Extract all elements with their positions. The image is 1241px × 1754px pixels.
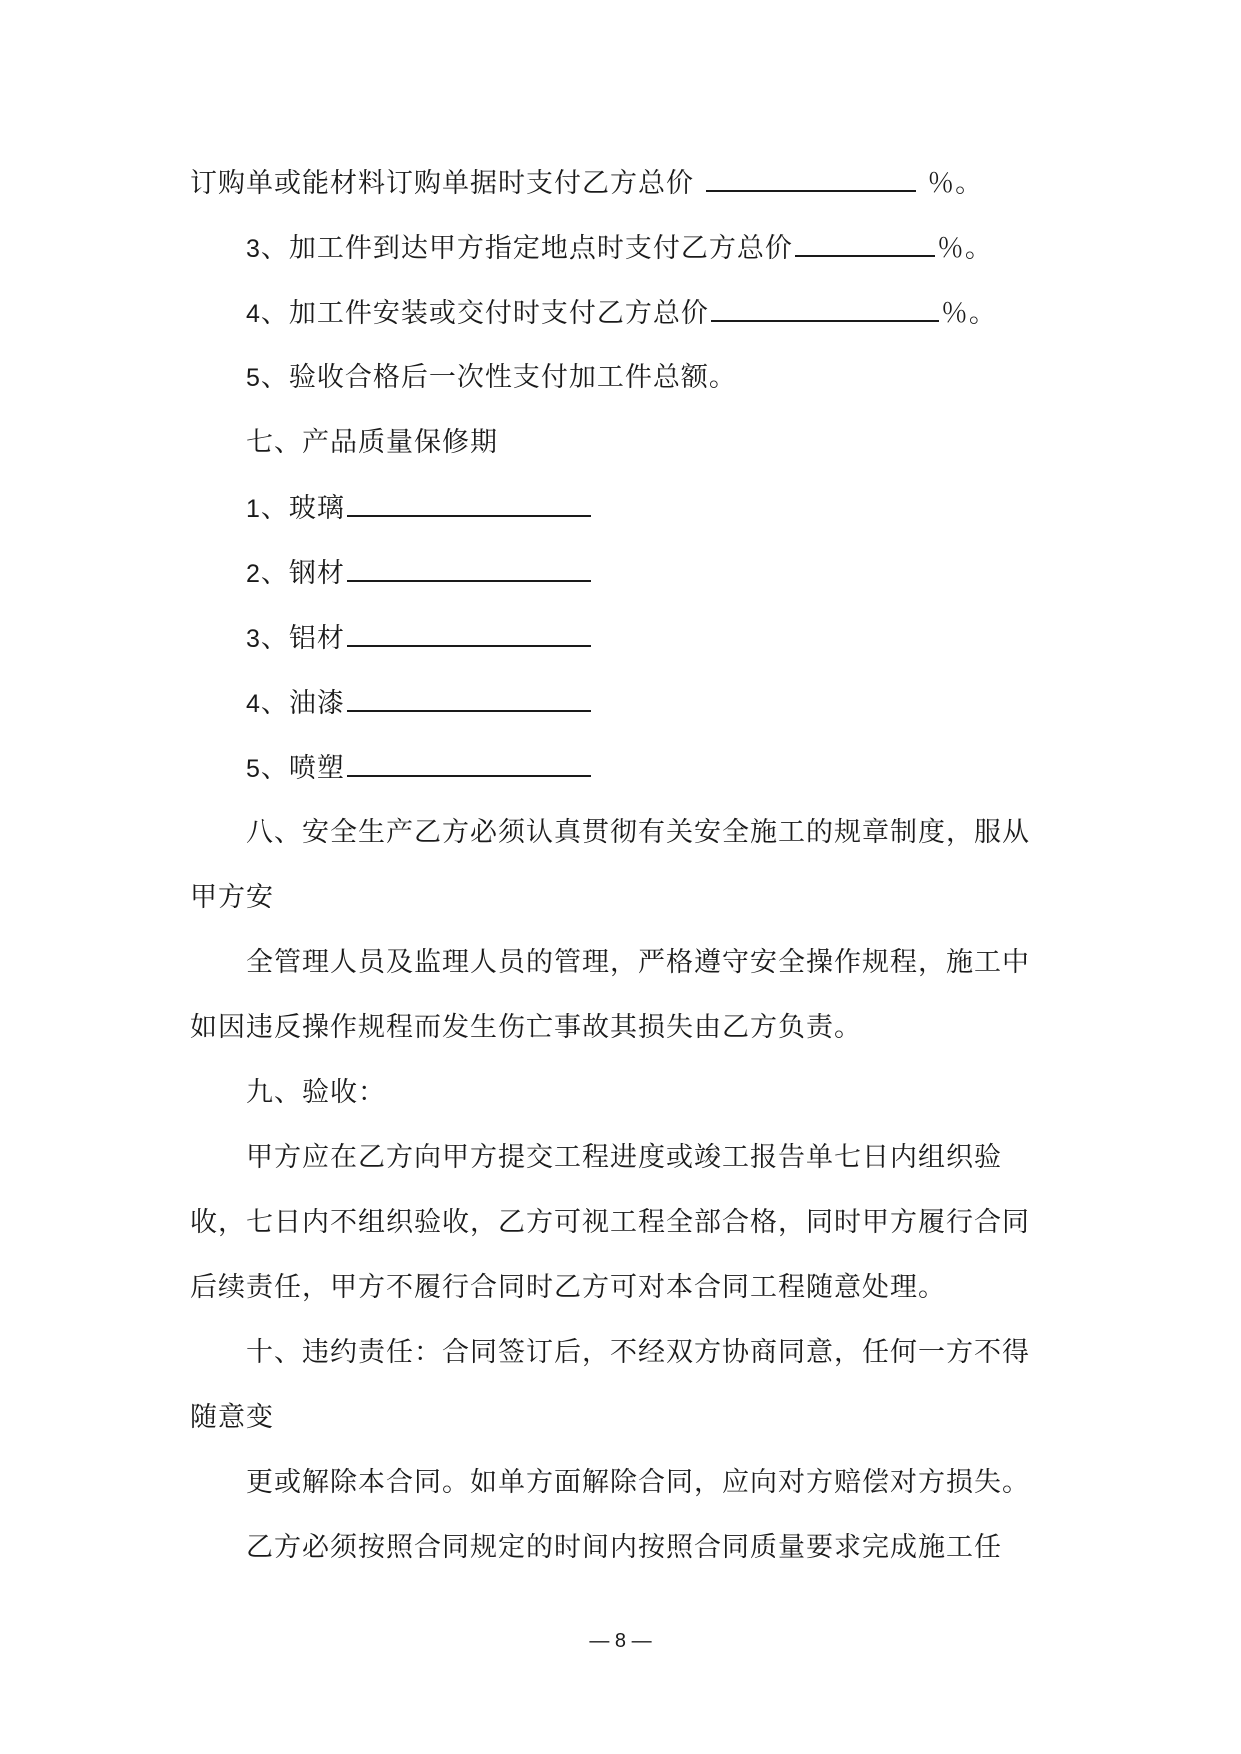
payment-clause-arrival: 3、加工件到达甲方指定地点时支付乙方总价 ％。: [246, 233, 993, 264]
payment-clause-order: 订购单或能材料订购单据时支付乙方总价 ％。: [190, 168, 984, 199]
section-safety-line-3: 全管理人员及监理人员的管理，严格遵守安全操作规程，施工中: [246, 947, 1030, 978]
section-safety-line-4: 如因违反操作规程而发生伤亡事故其损失由乙方负责。: [190, 1012, 862, 1043]
section-breach-line-1: 十、违约责任：合同签订后，不经双方协商同意，任何一方不得: [246, 1337, 1030, 1368]
blank-field[interactable]: [347, 621, 591, 647]
section-breach-line-3: 更或解除本合同。如单方面解除合同，应向对方赔偿对方损失。: [246, 1467, 1030, 1498]
warranty-item-powder-coating: 5、喷塑: [246, 751, 593, 786]
section-acceptance-line-2: 收，七日内不组织验收，乙方可视工程全部合格，同时甲方履行合同: [190, 1207, 1030, 1238]
blank-field[interactable]: [711, 296, 939, 322]
warranty-item-paint: 4、油漆: [246, 686, 593, 721]
section-acceptance-line-3: 后续责任，甲方不履行合同时乙方可对本合同工程随意处理。: [190, 1272, 946, 1303]
payment-clause-acceptance: 5、验收合格后一次性支付加工件总额。: [246, 362, 737, 393]
blank-field[interactable]: [347, 491, 591, 517]
blank-field[interactable]: [347, 686, 591, 712]
blank-field[interactable]: [347, 751, 591, 777]
section-safety-line-1: 八、安全生产乙方必须认真贯彻有关安全施工的规章制度，服从: [246, 817, 1030, 848]
payment-clause-install: 4、加工件安装或交付时支付乙方总价 ％。: [246, 298, 997, 329]
page-number: — 8 —: [589, 1630, 652, 1652]
section-acceptance-line-1: 甲方应在乙方向甲方提交工程进度或竣工报告单七日内组织验: [246, 1142, 1002, 1173]
warranty-item-steel: 2、钢材: [246, 556, 593, 591]
blank-field[interactable]: [347, 556, 591, 582]
warranty-item-aluminum: 3、铝材: [246, 621, 593, 656]
warranty-item-glass: 1、玻璃: [246, 491, 593, 526]
blank-field[interactable]: [795, 231, 935, 257]
section-heading-acceptance: 九、验收：: [246, 1077, 386, 1108]
section-heading-warranty: 七、产品质量保修期: [246, 427, 498, 458]
blank-field[interactable]: [706, 166, 916, 192]
section-safety-line-2: 甲方安: [190, 882, 274, 913]
section-breach-line-2: 随意变: [190, 1402, 274, 1433]
section-breach-line-4: 乙方必须按照合同规定的时间内按照合同质量要求完成施工任: [246, 1532, 1002, 1563]
